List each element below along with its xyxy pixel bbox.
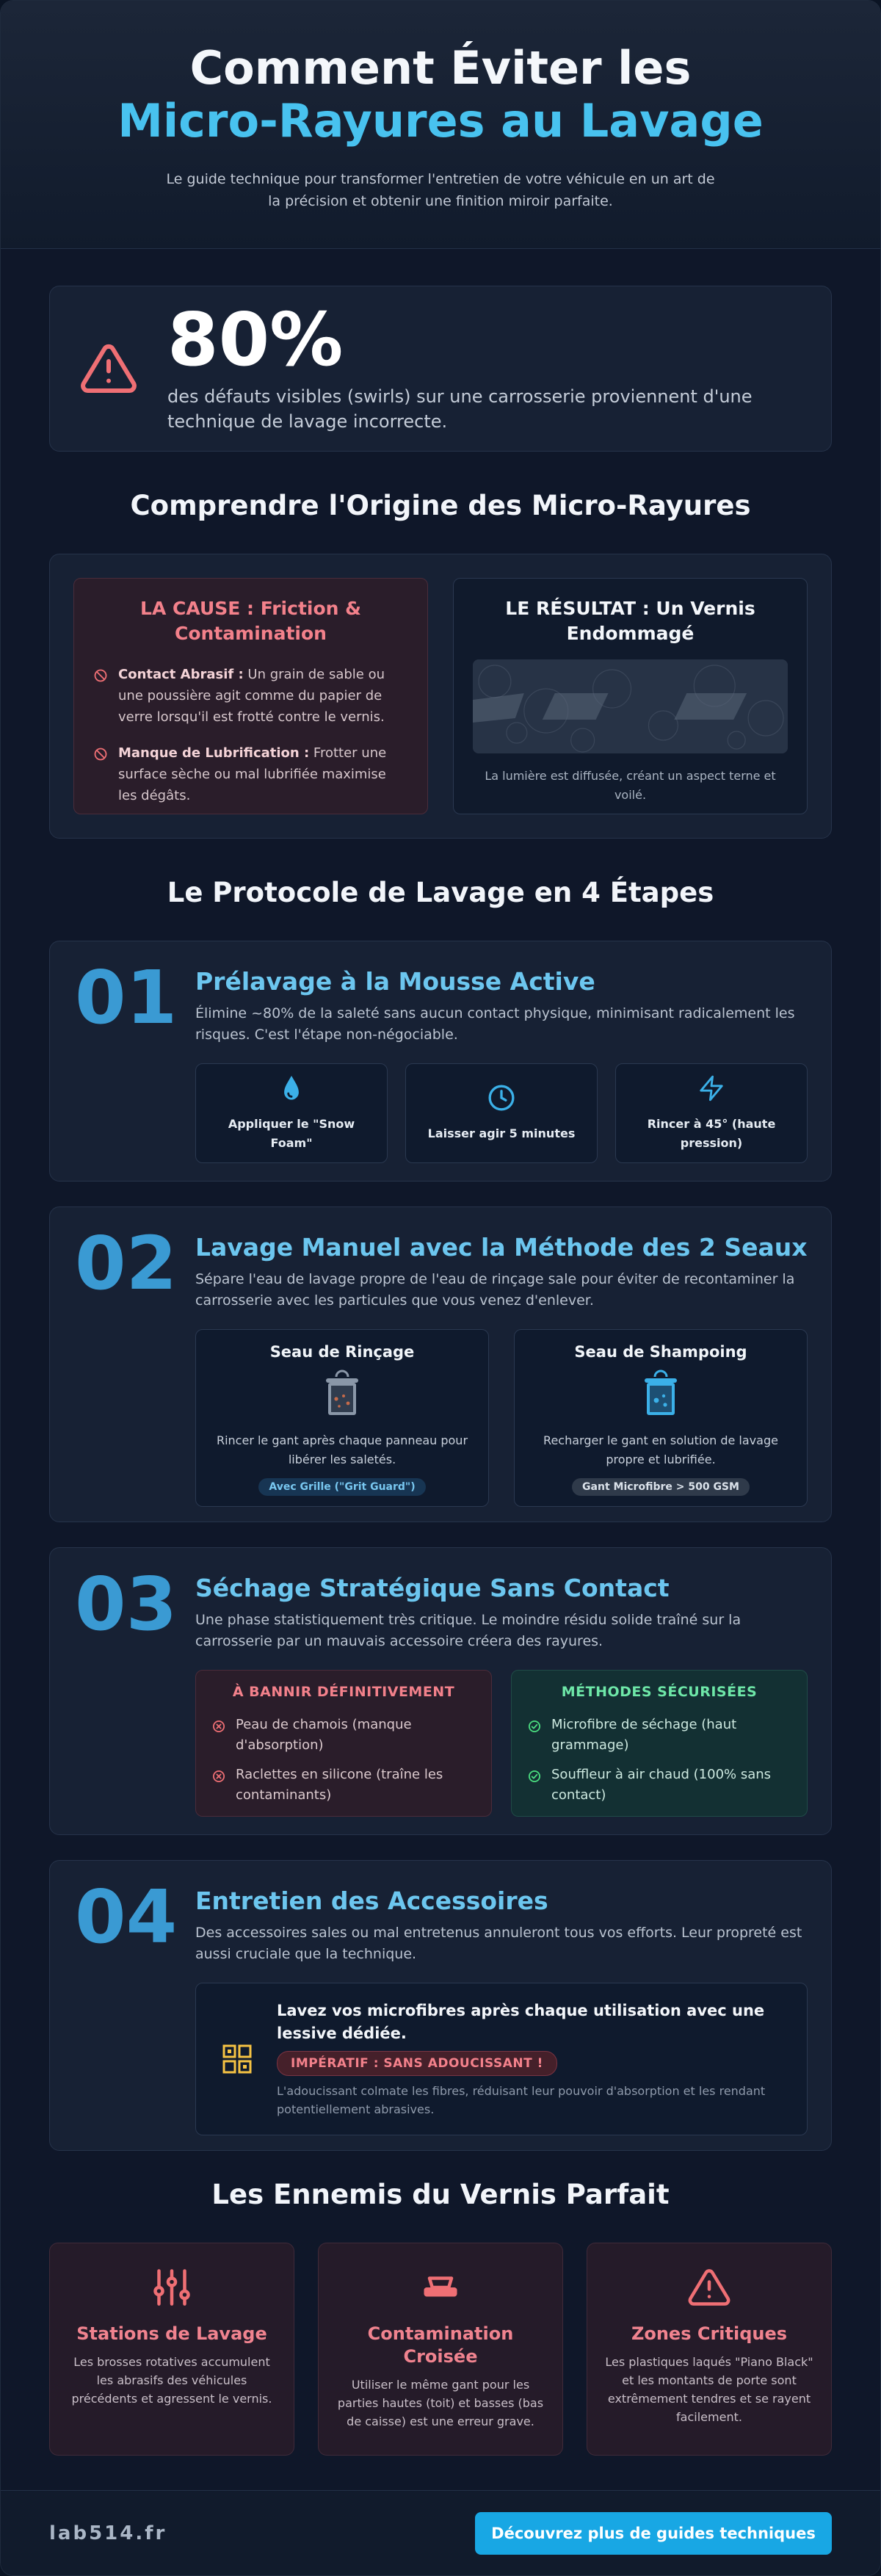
enemy-card-critical-zones (587, 2243, 832, 2456)
lightning-icon (697, 1074, 725, 1103)
tile-label: Appliquer le "Snow Foam" (228, 1117, 355, 1150)
stat-card (49, 286, 832, 452)
cross-circle-icon (212, 1720, 225, 1733)
origin-title: Comprendre l'Origine des Micro-Rayures (130, 490, 751, 521)
bucket-text: Recharger le gant en solution de lavage propre et lubrifiée. (543, 1433, 778, 1466)
cause-item-label: Manque de Lubrification : (118, 745, 310, 761)
cause-title: LA CAUSE : Friction & Contamination (140, 598, 361, 644)
step-number: 01 (75, 955, 178, 1041)
banned-item-text: Peau de chamois (manque d'absorption) (236, 1717, 412, 1753)
title-accent: Micro-Rayures au Lavage (117, 94, 764, 148)
brand-link[interactable]: lab514.fr (49, 2522, 167, 2544)
no-entry-icon (93, 668, 108, 683)
cause-item (93, 742, 408, 806)
safe-title: MÉTHODES SÉCURISÉES (561, 1684, 758, 1700)
step-title: Lavage Manuel avec la Méthode des 2 Seaux (195, 1233, 808, 1262)
step-lead: Une phase statistiquement très critique. Le moindre résidu solide traîné sur la carrosserie par un mauvais accessoire créera des rayures. (195, 1612, 742, 1649)
step-3-card (49, 1547, 832, 1835)
enemy-text: Utiliser le même gant pour les parties hautes (toit) et basses (bas de caisse) est une erreur grave. (337, 2378, 544, 2428)
microfiber-badge: Gant Microfibre > 500 GSM (572, 1478, 750, 1496)
safe-item-text: Microfibre de séchage (haut grammage) (551, 1717, 737, 1753)
banned-item-text: Raclettes en silicone (traîne les contaminants) (236, 1767, 443, 1803)
check-circle-icon (528, 1720, 541, 1733)
step-4-card (49, 1860, 832, 2151)
step-lead: Sépare l'eau de lavage propre de l'eau de rinçage sale pour éviter de recontaminer la carrosserie avec les particules que vous venez d'enlever. (195, 1271, 795, 1309)
shampoo-bucket-card (514, 1329, 808, 1507)
clean-bucket-icon (639, 1370, 683, 1418)
care-instruction: Lavez vos microfibres après chaque utilisation avec une lessive dédiée. (277, 2002, 765, 2042)
tile-label: Laisser agir 5 minutes (427, 1126, 576, 1140)
step-lead: Des accessoires sales ou mal entretenus annuleront tous vos efforts. Leur propreté est aussi cruciale que la technique. (195, 1925, 802, 1962)
more-guides-button[interactable]: Découvrez plus de guides techniques (475, 2512, 832, 2555)
step-number: 03 (75, 1561, 178, 1647)
step-2-card (49, 1206, 832, 1522)
cause-item (93, 664, 408, 728)
enemy-title: Contamination Croisée (367, 2323, 514, 2367)
hero-subtitle: Le guide technique pour transformer l'entretien de votre véhicule en un art de la précision et obtenir une finition miroir parfaite. (166, 171, 715, 209)
bucket-title: Seau de Rinçage (269, 1343, 415, 1361)
result-title: LE RÉSULTAT : Un Vernis Endommagé (505, 598, 755, 644)
bucket-text: Rincer le gant après chaque panneau pour libérer les saletés. (216, 1433, 468, 1466)
sliders-icon (150, 2265, 194, 2309)
origin-card (49, 554, 832, 839)
cross-circle-icon (212, 1770, 225, 1783)
warning-triangle-icon (687, 2265, 731, 2309)
ban-title: À BANNIR DÉFINITIVEMENT (232, 1684, 455, 1700)
result-panel (453, 578, 808, 814)
enemy-title: Stations de Lavage (76, 2323, 267, 2344)
prewash-tile-rinse (615, 1063, 808, 1163)
banned-methods-panel (195, 1670, 492, 1817)
step-number: 02 (75, 1220, 178, 1306)
dirty-bucket-icon (320, 1370, 364, 1418)
step-number: 04 (75, 1874, 178, 1960)
accessory-care-box (195, 1983, 808, 2135)
prewash-tile-foam (195, 1063, 388, 1163)
safe-item-text: Souffleur à air chaud (100% sans contact) (551, 1767, 772, 1803)
cause-item-text: Un grain de sable ou une poussière agit comme du papier de verre lorsqu'il est frotté contre le vernis. (118, 667, 385, 725)
safe-methods-panel (511, 1670, 808, 1817)
step-title: Séchage Stratégique Sans Contact (195, 1574, 670, 1602)
cause-panel (73, 578, 428, 814)
washing-symbol-icon (217, 2041, 258, 2077)
stat-text: des défauts visibles (swirls) sur une carrosserie proviennent d'une technique de lavage incorrecte. (167, 386, 753, 432)
prewash-tile-wait (405, 1063, 598, 1163)
step-title: Prélavage à la Mousse Active (195, 967, 595, 996)
banned-item (212, 1765, 475, 1806)
droplet-icon (279, 1074, 304, 1103)
enemy-card-cross-contamination (318, 2243, 563, 2456)
step-1-card (49, 941, 832, 1182)
enemy-card-wash-stations (49, 2243, 294, 2456)
stat-value: 80% (167, 297, 344, 383)
cause-item-label: Contact Abrasif : (118, 667, 244, 682)
safe-item (528, 1765, 791, 1806)
enemy-title: Zones Critiques (631, 2323, 788, 2344)
bucket-title: Seau de Shampoing (574, 1343, 747, 1361)
grit-guard-badge: Avec Grille ("Grit Guard") (258, 1478, 425, 1496)
enemies-title: Les Ennemis du Vernis Parfait (211, 2179, 670, 2210)
protocol-title: Le Protocole de Lavage en 4 Étapes (167, 877, 714, 908)
enemy-text: Les brosses rotatives accumulent les abrasifs des véhicules précédents et agressent le vernis. (71, 2355, 272, 2406)
page-title (1, 42, 880, 148)
check-circle-icon (528, 1770, 541, 1783)
no-softener-warning: IMPÉRATIF : SANS ADOUCISSANT ! (277, 2051, 557, 2076)
step-title: Entretien des Accessoires (195, 1886, 548, 1915)
safe-item (528, 1715, 791, 1756)
care-note: L'adoucissant colmate les fibres, réduisant leur pouvoir d'absorption et les rendant potentiellement abrasives. (277, 2084, 766, 2116)
hero-header (1, 1, 880, 249)
cause-item-text: Frotter une surface sèche ou mal lubrifiée maximise les dégâts. (118, 745, 387, 803)
bucket-icon (418, 2265, 463, 2309)
result-caption: La lumière est diffusée, créant un aspect terne et voilé. (485, 769, 776, 802)
damaged-paint-illustration (473, 659, 788, 753)
page-footer (1, 2490, 880, 2575)
banned-item (212, 1715, 475, 1756)
rinse-bucket-card (195, 1329, 489, 1507)
warning-triangle-icon (79, 339, 138, 398)
clock-icon (487, 1083, 516, 1112)
step-lead: Élimine ~80% de la saleté sans aucun contact physique, minimisant radicalement les risques. C'est l'étape non-négociable. (195, 1005, 795, 1043)
title-main: Comment Éviter les (189, 41, 692, 95)
enemy-text: Les plastiques laqués "Piano Black" et les montants de porte sont extrêmement tendres et se rayent facilement. (605, 2355, 813, 2424)
tile-label: Rincer à 45° (haute pression) (647, 1117, 776, 1150)
no-entry-icon (93, 747, 108, 761)
